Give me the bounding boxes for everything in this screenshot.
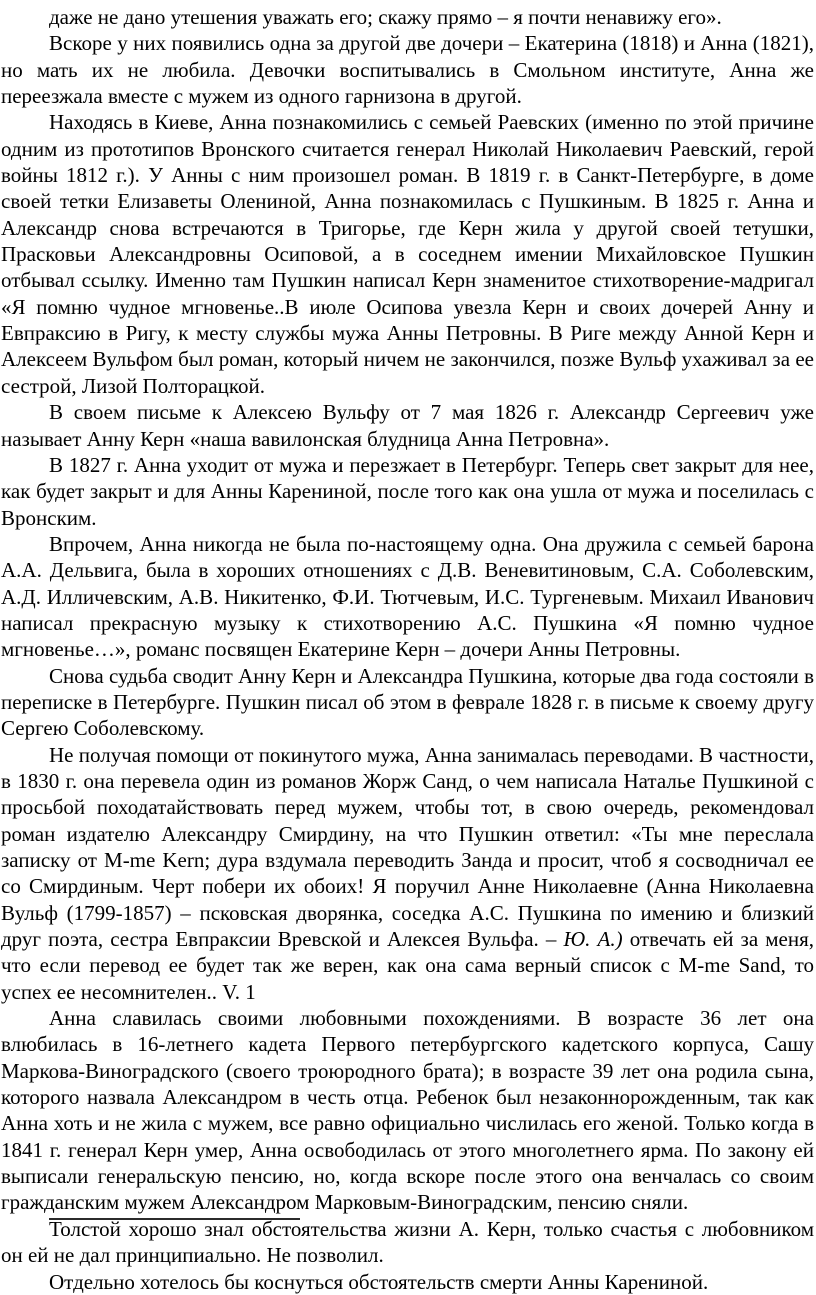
paragraph [1,663,814,742]
footnote-separator [49,1218,300,1220]
text-run: В 1827 г. Анна уходит от мужа и перезжает в Петербург. Теперь свет закрыт для нее, как будет закрыт и для Анны Карениной, после того как она ушла от мужа и поселилась с Вронским. [1,452,814,530]
text-run: Вскоре у них появились одна за другой две дочери – Екатерина (1818) и Анна (1821), но мать их не любила. Девочки воспитывались в Смольном институте, Анна же переезжала вместе с мужем из одного гарнизона в другой. [1,31,814,109]
text-run: отвечать ей за меня, что если перевод ее будет так же верен, как она сама верный список с M-me Sand, то успех ее несомнителен.. V. 1 [1,927,814,1004]
paragraph [1,109,814,399]
text-run: Не получая помощи от покинутого мужа, Анна занималась переводами. В частности, в 1830 г. она перевела один из романов Жорж Санд, о чем написала Наталье Пушкиной с просьбой походатайствовать перед мужем, чтобы тот, в свою очередь, рекомендовал роман издателю Александру Смирдину, на что Пушкин ответил: «Ты мне переслала записку от M-me Kern; дура вздумала переводить Занда и просит, чтоб я сосводничал ее со Смирдиным. Черт побери их обоих! Я поручил Анне Николаевне (Анна Николаевна Вульф (1799-1857) – псковская дворянка, соседка А.С. Пушкина по имению и близкий друг поэта, сестра Евпраксии Вревской и Алексея Вульфа. – [1,742,814,952]
text-run: Толстой хорошо знал обстоятельства жизни А. Керн, только счастья с любовником он ей не дал принципиально. Не позволил. [1,1216,814,1268]
paragraph [1,531,814,663]
text-run: Впрочем, Анна никогда не была по-настоящему одна. Она дружила с семьей барона А.А. Дельвига, была в хороших отношениях с Д.В. Веневитиновым, С.А. Соболевским, А.Д. Илличевским, А.В. Никитенко, Ф.И. Тютчевым, И.С. Тургеневым. Михаил Иванович написал прекрасную музыку к стихотворению А.С. Пушкина «Я помню чудное мгновенье…», романс посвящен Екатерине Керн – дочери Анны Петровны. [1,531,814,662]
paragraph [1,30,814,109]
paragraph [1,4,814,30]
italic-text-run: Ю. А.) [563,927,623,952]
text-run: Снова судьба сводит Анну Керн и Александра Пушкина, которые два года состояли в переписке в Петербурге. Пушкин писал об этом в феврале 1828 г. в письме к своему другу Сергею Соболевскому. [1,663,814,741]
text-run: Отдельно хотелось бы коснуться обстоятельств смерти Анны Карениной. [49,1269,709,1294]
text-run: В своем письме к Алексею Вульфу от 7 мая 1826 г. Александр Сергеевич уже называет Анну Керн «наша вавилонская блудница Анна Петровна». [1,400,814,451]
paragraph [1,399,814,452]
paragraph [1,452,814,531]
text-run: Анна славилась своими любовными похождениями. В возрасте 36 лет она влюбилась в 16-летнего кадета Первого петербургского кадетского корпуса, Сашу Маркова-Виноградского (своего троюродного брата); в возрасте 39 лет она родила сына, которого назвала Александром в честь отца. Ребенок был незаконнорожденным, так как Анна хоть и не жила с мужем, все равно официально числилась его женой. Только когда в 1841 г. генерал Керн умер, Анна освободилась от этого многолетнего ярма. По закону ей выписали генеральскую пенсию, но, когда вскоре после этого она венчалась со своим гражданским мужем Александром Марковым-Виноградским, пенсию сняли. [1,1006,814,1215]
paragraph [1,742,814,1005]
paragraph [1,1005,814,1216]
paragraph [1,1216,814,1269]
paragraph [1,1269,814,1295]
text-run: Находясь в Киеве, Анна познакомились с семьей Раевских (именно по этой причине одним из прототипов Вронского считается генерал Николай Николаевич Раевский, герой войны 1812 г.). У Анны с ним произошел роман. В 1819 г. в Санкт-Петербурге, в доме своей тетки Елизаветы Олениной, Анна познакомилась с Пушкиным. В 1825 г. Анна и Александр снова встречаются в Тригорье, где Керн жила у другой своей тетушки, Прасковьи Александровны Осиповой, а в соседнем имении Михайловское Пушкин отбывал ссылку. Именно там Пушкин написал Керн знаменитое стихотворение-мадригал «Я помню чудное мгновенье..В июле Осипова увезла Керн и своих дочерей Анну и Евпраксию в Ригу, к месту службы мужа Анны Петровны. В Риге между Анной Керн и Алексеем Вульфом был роман, который ничем не закончился, позже Вульф ухаживал за ее сестрой, Лизой Полторацкой. [1,110,814,398]
text-run: даже не дано утешения уважать его; скажу прямо – я почти ненавижу его». [49,5,722,29]
